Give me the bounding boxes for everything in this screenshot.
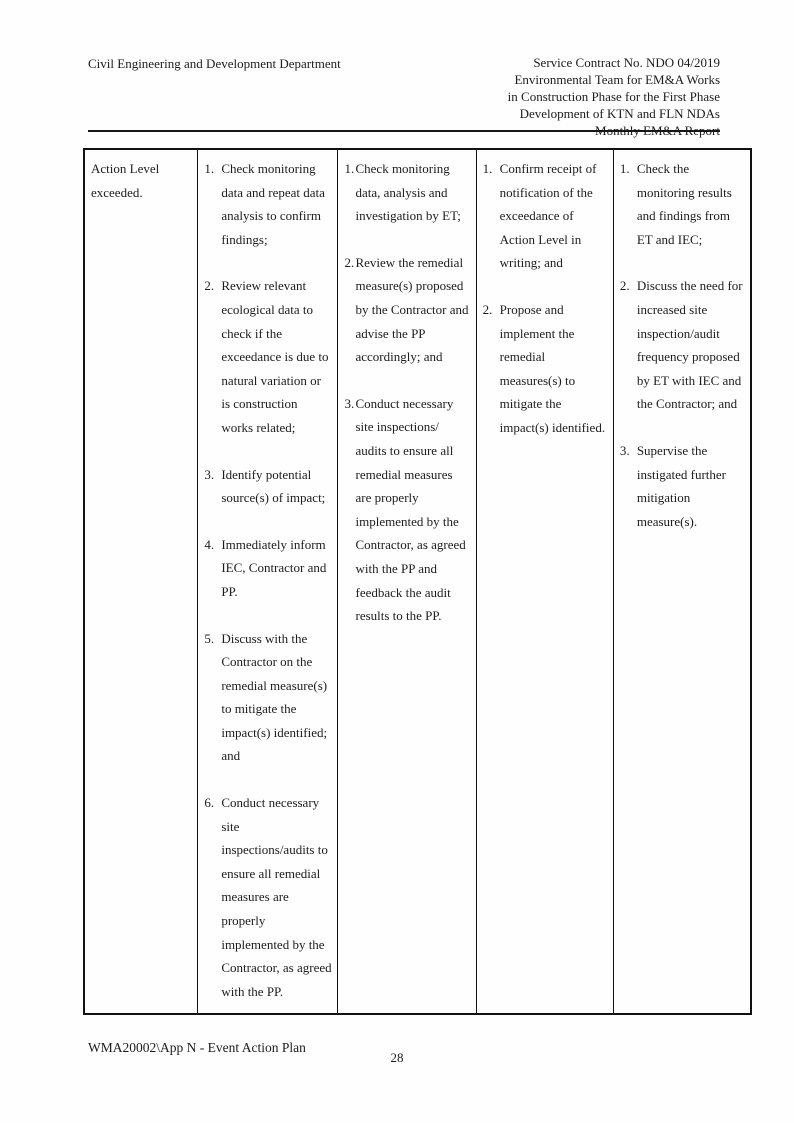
contractor-actions-cell	[477, 150, 614, 1013]
action-item-number: 3.	[204, 466, 215, 482]
pp-actions-cell	[614, 150, 750, 1013]
action-item-number: 1.	[204, 161, 215, 176]
header-line: Service Contract No. NDO 04/2019	[533, 55, 720, 70]
action-item	[483, 298, 608, 440]
action-item	[620, 274, 745, 416]
action-item	[620, 157, 745, 251]
event-action-plan-table	[83, 148, 752, 1015]
header-line: Development of KTN and FLN NDAs	[519, 106, 720, 121]
action-item-text: Identify potential source(s) of impact;	[221, 466, 326, 506]
event-level-cell	[85, 150, 198, 1013]
action-item-number: 2.	[482, 301, 493, 317]
action-item-number: 1.	[344, 161, 355, 176]
page-number: 28	[390, 1050, 404, 1065]
action-item	[204, 533, 332, 604]
action-item-number: 3.	[619, 442, 630, 458]
action-item-text: Conduct necessary site inspections/audits to ensure all remedial measures are properly implemented by the Contractor, as agreed with the PP.	[221, 795, 332, 999]
header-divider-line	[88, 130, 720, 132]
action-item	[204, 627, 332, 769]
action-item	[344, 392, 470, 628]
action-item-text: Immediately inform IEC, Contractor and PP.	[221, 536, 327, 599]
action-item-number: 5.	[204, 630, 215, 646]
header-line: Environmental Team for EM&A Works	[514, 72, 720, 87]
event-level-label: Action Level exceeded.	[91, 161, 160, 200]
action-item	[204, 274, 332, 439]
action-item-text: Discuss with the Contractor on the remedial measure(s) to mitigate the impact(s) identified; and	[221, 630, 328, 764]
header-line: in Construction Phase for the First Phase	[507, 89, 720, 104]
action-item-text: Discuss the need for increased site inspection/audit frequency proposed by ET with IEC and the Contractor; and	[636, 278, 743, 412]
action-item	[204, 463, 332, 510]
action-item	[483, 157, 608, 275]
action-item-text: Propose and implement the remedial measures(s) to mitigate the impact(s) identified.	[499, 301, 606, 435]
action-item	[620, 439, 745, 533]
action-item	[344, 157, 470, 228]
action-item-text: Review relevant ecological data to check if the exceedance is due to natural variation or is construction works related;	[221, 278, 329, 435]
action-item-text: Supervise the instigated further mitigation measure(s).	[636, 442, 726, 529]
department-name: Civil Engineering and Development Department	[88, 56, 341, 71]
document-reference: WMA20002\App N - Event Action Plan	[88, 1040, 306, 1055]
action-item-text: Review the remedial measure(s) proposed by the Contractor and advise the PP accordingly; and	[355, 254, 469, 365]
action-item-number: 1.	[619, 161, 630, 176]
action-item-number: 2.	[204, 278, 215, 294]
action-item-text: Conduct necessary site inspections/ audits to ensure all remedial measures are properly implemented by the Contractor, as agreed with the PP and feedback the audit results to the PP.	[355, 395, 466, 624]
action-item-number: 2.	[619, 278, 630, 294]
action-item-text: Confirm receipt of notification of the exceedance of Action Level in writing; and	[499, 161, 597, 271]
action-item-text: Check monitoring data and repeat data analysis to confirm findings;	[221, 161, 325, 247]
action-item-number: 6.	[204, 795, 215, 811]
action-item-text: Check monitoring data, analysis and investigation by ET;	[355, 161, 461, 224]
action-item-number: 4.	[204, 536, 215, 552]
report-title-block	[508, 54, 720, 139]
header-line: Monthly EM&A Report	[595, 123, 720, 138]
action-item-text: Check the monitoring results and findings from ET and IEC;	[636, 161, 732, 247]
action-item	[204, 157, 332, 251]
action-item-number: 2.	[344, 254, 355, 270]
iec-actions-cell	[338, 150, 476, 1013]
action-item-number: 3.	[344, 395, 355, 411]
et-actions-cell	[198, 150, 338, 1013]
action-item	[204, 791, 332, 1003]
action-item	[344, 251, 470, 369]
action-item-number: 1.	[482, 161, 493, 176]
